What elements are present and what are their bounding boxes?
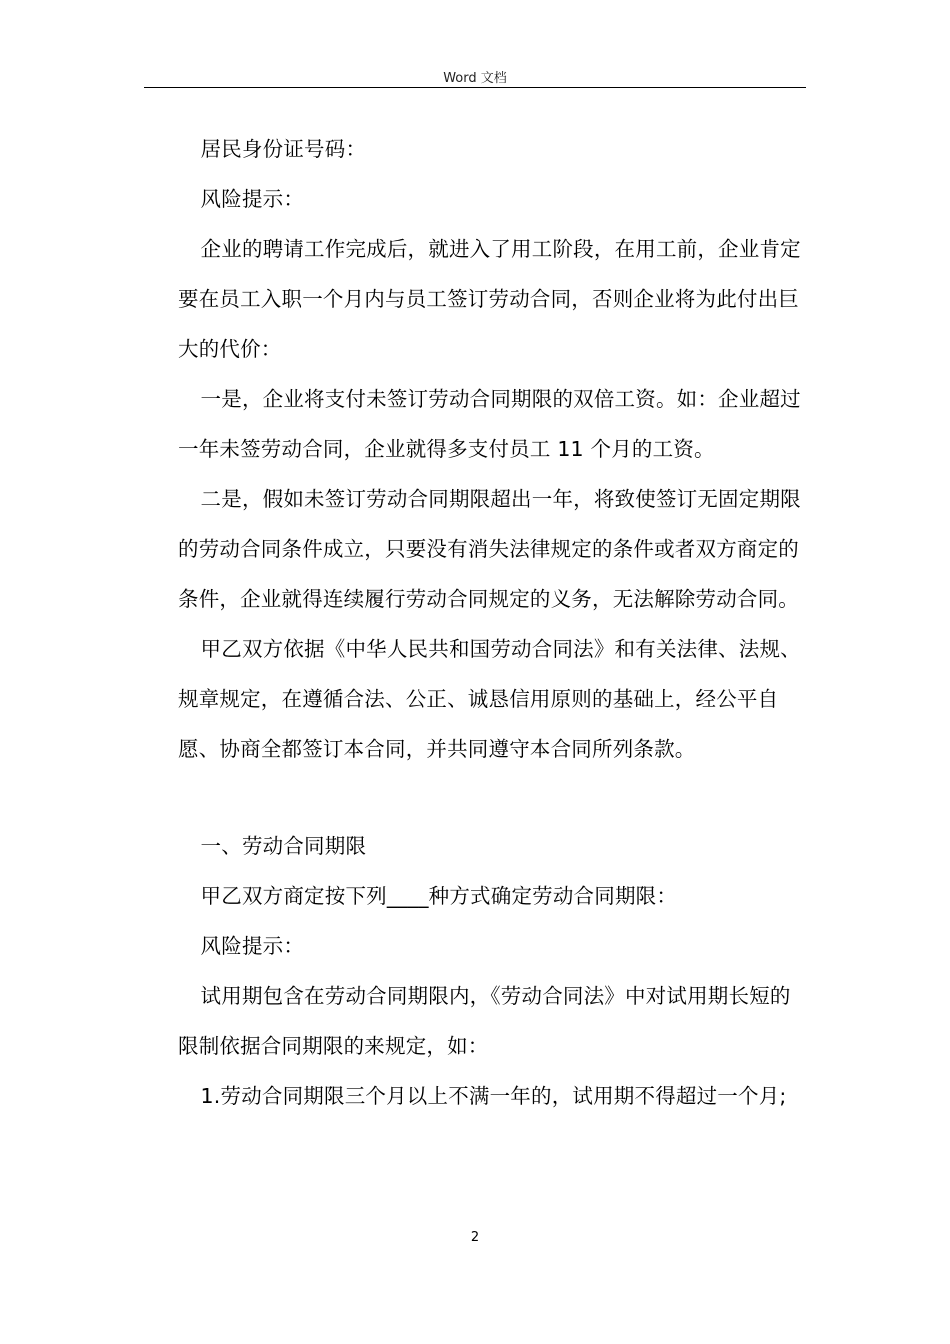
paragraph-rule-1: 1.劳动合同期限三个月以上不满一年的，试用期不得超过一个月;: [200, 1084, 787, 1108]
paragraph-point-two: 二是，假如未签订劳动合同期限超出一年，将致使签订无固定期限的劳动合同条件成立，只要没有消失法律规定的条件或者双方商定的条件，企业就得连续履行劳动合同规定的义务，无法解除劳动合同。: [178, 487, 801, 611]
paragraph-risk-label-2: 风险提示：: [200, 934, 305, 958]
paragraph-id-number: 居民身份证号码：: [200, 137, 367, 161]
paragraph-agreement: 甲乙双方依据《中华人民共和国劳动合同法》和有关法律、法规、规章规定，在遵循合法、公正、诚恳信用原则的基础上，经公平自愿、协商全都签订本合同，并共同遵守本合同所列条款。: [178, 637, 801, 761]
page-header-title: Word 文档: [443, 71, 507, 86]
paragraph-risk-label: 风险提示：: [200, 187, 305, 211]
paragraph-term-method: 甲乙双方商定按下列____种方式确定劳动合同期限：: [200, 884, 678, 908]
page-number: 2: [470, 1230, 480, 1245]
document-body: [178, 124, 803, 1121]
blank-line: [178, 774, 803, 821]
paragraph-hiring-intro: 企业的聘请工作完成后，就进入了用工阶段，在用工前，企业肯定要在员工入职一个月内与员工签订劳动合同，否则企业将为此付出巨大的代价：: [178, 237, 801, 361]
paragraph-point-one: 一是，企业将支付未签订劳动合同期限的双倍工资。如：企业超过一年未签劳动合同，企业就得多支付员工 11 个月的工资。: [178, 387, 801, 461]
paragraph-probation: 试用期包含在劳动合同期限内，《劳动合同法》中对试用期长短的限制依据合同期限的来规定，如：: [178, 984, 791, 1058]
header-divider: [144, 87, 806, 88]
section-heading: 一、劳动合同期限: [200, 834, 367, 858]
